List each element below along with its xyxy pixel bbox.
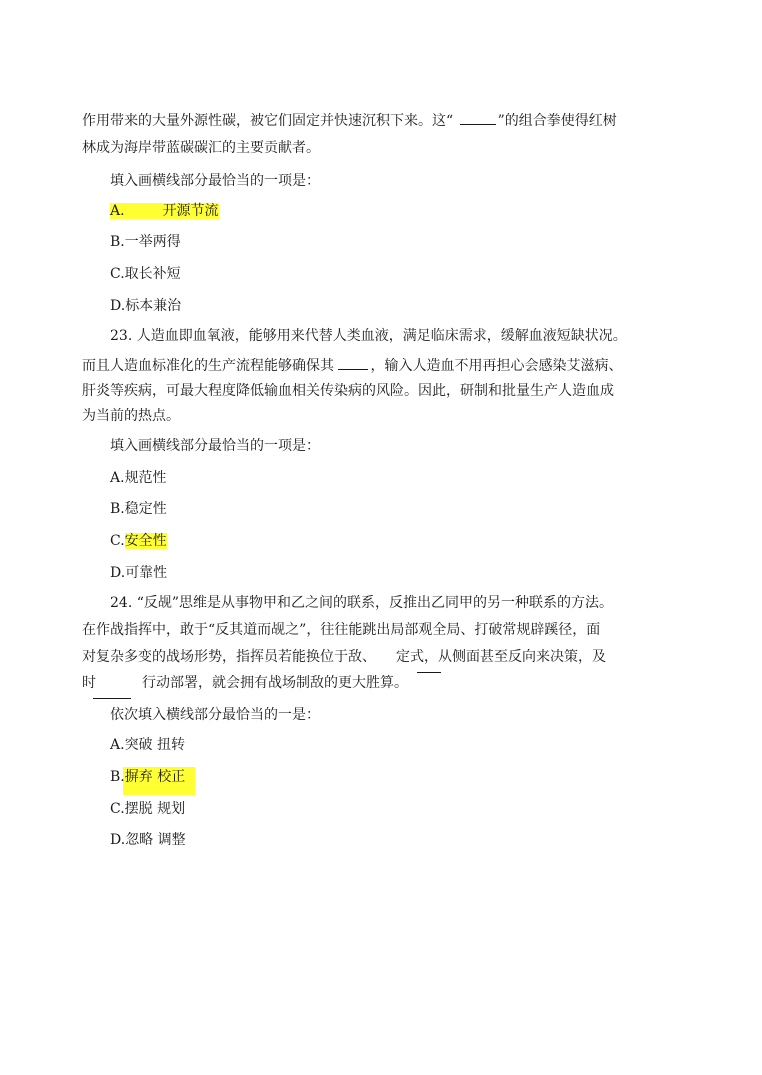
- question-text: 对复杂多变的战场形势，指挥员若能换位于敌、 定式，从侧面甚至反向来决策，及: [82, 649, 606, 665]
- option-a: A.突破 扭转: [110, 737, 186, 753]
- passage-text: ”的组合拳使得红树: [497, 113, 617, 129]
- option-d: D.可靠性: [110, 565, 168, 581]
- question-text: 在作战指挥中，敢于“反其道而觇之”，往往能跳出局部观全局、打破常规辟蹊径，面: [82, 622, 601, 638]
- option-b: B.一举两得: [110, 234, 181, 250]
- answer-blank: [93, 698, 131, 699]
- option-b: B.稳定性: [110, 501, 167, 517]
- question-text: 23. 人造血即血氧液，能够用来代替人类血液，满足临床需求，缓解血液短缺状况。: [110, 328, 627, 344]
- question-prompt: 依次填入横线部分最恰当的一是：: [110, 707, 320, 723]
- answer-highlight: A. 开源节流: [110, 203, 219, 219]
- question-prompt: 填入画横线部分最恰当的一项是：: [110, 438, 320, 454]
- question-text: 肝炎等疾病，可最大程度降低输血相关传染病的风险。因此，研制和批量生产人造血成: [82, 383, 614, 399]
- answer-highlight: 安全性: [124, 533, 167, 549]
- option-c: C.取长补短: [110, 266, 181, 282]
- passage-line: [82, 109, 617, 131]
- question-text: 24. “反觇”思维是从事物甲和乙之间的联系，反推出乙同甲的另一种联系的方法。: [110, 595, 614, 611]
- option-d: D.忽略 调整: [110, 832, 186, 848]
- answer-blank: [417, 672, 441, 673]
- passage-line: [82, 138, 320, 158]
- question-prompt: 填入画横线部分最恰当的一项是：: [110, 173, 320, 189]
- question-text: 时 行动部署，就会拥有战场制敌的更大胜算。: [82, 675, 408, 691]
- option-a: A.规范性: [110, 470, 167, 486]
- answer-blank: [460, 109, 496, 125]
- passage-text: 林成为海岸带蓝碳碳汇的主要贡献者。: [82, 140, 320, 156]
- option-c: C.摆脱 规划: [110, 801, 186, 817]
- question-text: 为当前的热点。: [82, 408, 180, 424]
- option-b: B.摒弃 校正: [110, 769, 186, 785]
- passage-text: 作用带来的大量外源性碳，被它们固定并快速沉积下来。这“: [82, 113, 458, 129]
- option-a: [110, 201, 219, 221]
- question-text: 而且人造血标准化的生产流程能够确保其 ，输入人造血不用再担心会感染艾滋病、: [82, 354, 622, 376]
- answer-blank: [338, 354, 368, 370]
- option-d: D.标本兼治: [110, 298, 182, 314]
- option-c: C.安全性: [110, 533, 167, 549]
